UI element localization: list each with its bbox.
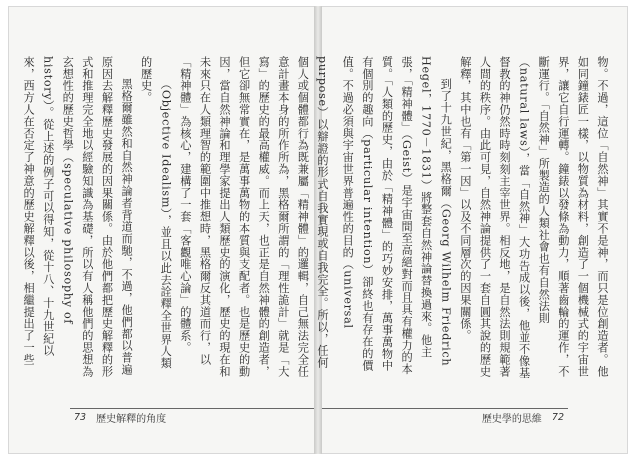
right-paragraph-1: 物。不過，這位「自然神」其實不是神，而只是位創造者。他如同鐘錶匠一樣，以物質為材料，創造了一個機械式的宇宙世界，讓它自行運轉。鐘錶以發條為動力，順著齒輪的運作，不斷運行。「自然神」所製造的人類社會也有自然法則（natural laws），當「自然神」大功告成以後，他並不像基督教的神仍然時時刻刻主宰世界。相反地，是自然法則規範著人間的秩序。由此可見，自然神論提供了一套自圓其說的歷史解釋，其中也有「第一因」以及不同層次的因果關係。 (458, 56, 609, 379)
right-page-footer (322, 408, 568, 425)
right-page-body (341, 56, 612, 380)
left-running-title: 歷史解釋的角度 (96, 413, 167, 425)
right-running-title: 歷史學的思維 (481, 413, 542, 425)
left-page-footer (70, 408, 314, 425)
right-paragraph-2: 到了十九世紀，黑格爾（Georg Wilhelm Friedrich Hegel，1770－1831）將整套自然神論替換過來。他主張，「精神體」（Geist）是宇宙間至高絕對而且具有權力的本質。「人類的歷史，由於「精神體」的巧妙安排，萬事萬物中有個別的趣向（particular intention）卻終也有存在的價值。不過必須與宇宙世界普遍性的目的（universal (341, 56, 453, 376)
left-page-number: 73 (74, 411, 87, 423)
left-page-body (22, 56, 332, 380)
left-paragraph-3: 黑格爾雖然和自然神論者背道而馳，不過，他們都以普遍原因去解釋歷史發展的因果關係。由於他們都把歷史解釋的形式和推理完全地以經驗知識為基礎，所以有人稱他們的思想為玄想性的歷史哲學（speculative philosophy of history）。從上述的例子可以得知，從十八、十九世紀以來，西方人在否定了神意的歷史解釋以後，相繼提出了一些 (22, 56, 134, 378)
left-paragraph-1: purpose）以辯證的形式自我實現或自我完全。所以，任何個人或個體都行為既兼屬「精神體」的邏輯，自己無法完全任意計畫本身的所作所為，黑格爾所謂的「理性詭計」就是「大寫」的歷史的最高權威。而上天，也正是自然神體的創造者，但它卻無常實在，是萬事萬物的本質與支配者。也是歷史的動因，當自然神論和理學家提出人類歷史的演化，歷史的現在和未來只在人類理智的範圍中推想時，黑格爾反其道而行，以「精神體」為核心，建構了一套「客觀唯心論」的體系。 (178, 56, 329, 378)
right-page-number: 72 (551, 411, 564, 423)
left-paragraph-2: （Objective Idealism），並且以此去詮釋全世界人類的歷史。 (139, 56, 173, 370)
